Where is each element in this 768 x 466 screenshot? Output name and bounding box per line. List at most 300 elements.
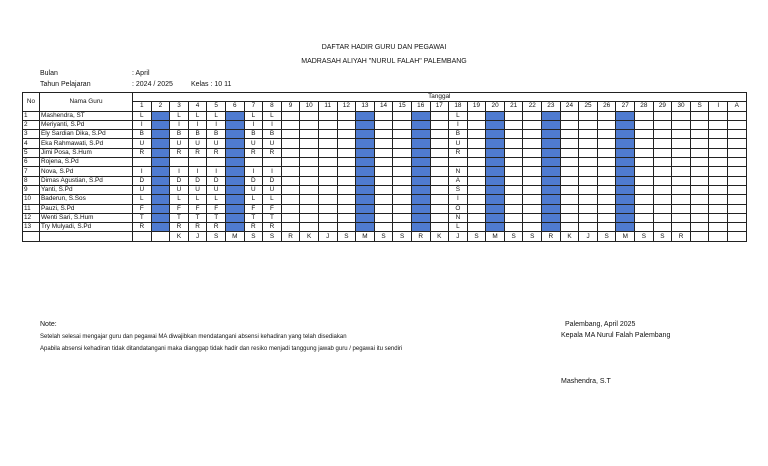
attendance-cell bbox=[337, 148, 356, 157]
attendance-cell bbox=[728, 148, 747, 157]
weekday-cell bbox=[133, 232, 152, 241]
holiday-cell bbox=[616, 167, 635, 176]
teacher-name: Dimas Agustian, S.Pd bbox=[40, 176, 133, 185]
weekday-cell: K bbox=[560, 232, 579, 241]
attendance-cell bbox=[597, 120, 616, 129]
attendance-cell: R bbox=[188, 148, 207, 157]
bulan-value: : April bbox=[132, 70, 150, 77]
attendance-cell bbox=[579, 213, 598, 222]
attendance-cell: R bbox=[449, 148, 468, 157]
attendance-cell bbox=[504, 223, 523, 232]
attendance-cell bbox=[690, 213, 709, 222]
attendance-cell: L bbox=[449, 223, 468, 232]
attendance-cell bbox=[597, 223, 616, 232]
attendance-cell bbox=[504, 213, 523, 222]
attendance-cell: I bbox=[207, 120, 226, 129]
holiday-cell bbox=[616, 204, 635, 213]
attendance-cell bbox=[374, 167, 393, 176]
attendance-cell bbox=[560, 204, 579, 213]
attendance-cell: I bbox=[188, 167, 207, 176]
attendance-cell: F bbox=[207, 204, 226, 213]
attendance-cell bbox=[318, 139, 337, 148]
attendance-cell bbox=[597, 176, 616, 185]
table-row bbox=[23, 139, 747, 148]
weekday-cell: S bbox=[597, 232, 616, 241]
attendance-cell bbox=[300, 167, 319, 176]
attendance-cell bbox=[504, 204, 523, 213]
holiday-cell bbox=[616, 213, 635, 222]
holiday-cell bbox=[411, 223, 430, 232]
attendance-cell: L bbox=[207, 195, 226, 204]
attendance-cell bbox=[504, 148, 523, 157]
weekday-cell: M bbox=[225, 232, 244, 241]
weekday-cell: M bbox=[356, 232, 375, 241]
attendance-cell bbox=[579, 204, 598, 213]
attendance-cell bbox=[672, 167, 691, 176]
attendance-cell: F bbox=[263, 204, 282, 213]
attendance-cell bbox=[728, 185, 747, 194]
attendance-cell bbox=[560, 130, 579, 139]
attendance-cell: N bbox=[449, 213, 468, 222]
holiday-cell bbox=[616, 130, 635, 139]
attendance-cell bbox=[300, 176, 319, 185]
attendance-cell bbox=[560, 167, 579, 176]
attendance-cell bbox=[504, 120, 523, 129]
attendance-cell: U bbox=[263, 139, 282, 148]
day-header: 13 bbox=[356, 102, 375, 111]
row-number: 13 bbox=[23, 223, 40, 232]
attendance-cell bbox=[523, 111, 542, 120]
holiday-cell bbox=[356, 204, 375, 213]
attendance-cell bbox=[300, 213, 319, 222]
attendance-cell bbox=[597, 195, 616, 204]
attendance-cell bbox=[560, 158, 579, 167]
attendance-cell: I bbox=[449, 195, 468, 204]
attendance-cell: F bbox=[244, 204, 263, 213]
attendance-cell bbox=[672, 120, 691, 129]
teacher-name: Yanti, S.Pd bbox=[40, 185, 133, 194]
attendance-cell bbox=[504, 195, 523, 204]
holiday-cell bbox=[616, 223, 635, 232]
table-row bbox=[23, 120, 747, 129]
attendance-cell bbox=[281, 130, 300, 139]
attendance-cell bbox=[635, 158, 654, 167]
attendance-cell: U bbox=[170, 139, 189, 148]
teacher-name: Ely Sardian Dika, S.Pd bbox=[40, 130, 133, 139]
attendance-cell bbox=[393, 158, 412, 167]
holiday-cell bbox=[356, 130, 375, 139]
day-header: I bbox=[709, 102, 728, 111]
attendance-cell bbox=[560, 176, 579, 185]
holiday-cell bbox=[411, 185, 430, 194]
attendance-cell bbox=[393, 223, 412, 232]
attendance-cell bbox=[300, 148, 319, 157]
attendance-cell bbox=[374, 111, 393, 120]
day-header: 5 bbox=[207, 102, 226, 111]
row-number: 10 bbox=[23, 195, 40, 204]
holiday-cell bbox=[356, 111, 375, 120]
holiday-cell bbox=[151, 111, 170, 120]
holiday-cell bbox=[225, 195, 244, 204]
attendance-cell: R bbox=[188, 223, 207, 232]
attendance-cell bbox=[635, 111, 654, 120]
attendance-cell: I bbox=[244, 120, 263, 129]
holiday-cell bbox=[151, 204, 170, 213]
holiday-cell bbox=[486, 204, 505, 213]
holiday-cell bbox=[542, 139, 561, 148]
attendance-cell bbox=[597, 185, 616, 194]
holiday-cell bbox=[151, 167, 170, 176]
table-cell bbox=[23, 232, 40, 241]
day-header: 18 bbox=[449, 102, 468, 111]
header-name: Nama Guru bbox=[40, 93, 133, 112]
holiday-cell bbox=[225, 213, 244, 222]
weekday-cell: R bbox=[281, 232, 300, 241]
day-header: 3 bbox=[170, 102, 189, 111]
attendance-cell bbox=[635, 167, 654, 176]
attendance-cell bbox=[690, 111, 709, 120]
attendance-cell bbox=[467, 111, 486, 120]
holiday-cell bbox=[225, 148, 244, 157]
weekday-cell: J bbox=[579, 232, 598, 241]
row-number: 9 bbox=[23, 185, 40, 194]
teacher-name: Rojena, S.Pd bbox=[40, 158, 133, 167]
attendance-cell bbox=[337, 130, 356, 139]
holiday-cell bbox=[486, 185, 505, 194]
holiday-cell bbox=[486, 148, 505, 157]
weekday-cell: S bbox=[263, 232, 282, 241]
attendance-cell: L bbox=[170, 111, 189, 120]
holiday-cell bbox=[411, 111, 430, 120]
attendance-cell bbox=[300, 204, 319, 213]
attendance-cell bbox=[467, 185, 486, 194]
day-header: 15 bbox=[393, 102, 412, 111]
attendance-cell bbox=[709, 130, 728, 139]
attendance-cell bbox=[635, 139, 654, 148]
attendance-cell bbox=[672, 130, 691, 139]
attendance-cell bbox=[560, 148, 579, 157]
attendance-cell: U bbox=[244, 185, 263, 194]
attendance-cell bbox=[337, 223, 356, 232]
day-header: S bbox=[690, 102, 709, 111]
attendance-cell bbox=[263, 158, 282, 167]
attendance-cell: N bbox=[449, 167, 468, 176]
attendance-cell bbox=[430, 148, 449, 157]
attendance-cell bbox=[579, 111, 598, 120]
holiday-cell bbox=[225, 167, 244, 176]
tahun-value: : 2024 / 2025 bbox=[132, 81, 173, 88]
attendance-cell bbox=[430, 195, 449, 204]
holiday-cell bbox=[486, 213, 505, 222]
holiday-cell bbox=[356, 158, 375, 167]
holiday-cell bbox=[356, 213, 375, 222]
table-row bbox=[23, 158, 747, 167]
attendance-cell bbox=[374, 176, 393, 185]
holiday-cell bbox=[151, 185, 170, 194]
attendance-cell bbox=[337, 176, 356, 185]
attendance-cell bbox=[597, 213, 616, 222]
attendance-cell: R bbox=[133, 223, 152, 232]
holiday-cell bbox=[616, 111, 635, 120]
attendance-cell bbox=[728, 158, 747, 167]
attendance-cell: B bbox=[244, 130, 263, 139]
holiday-cell bbox=[616, 185, 635, 194]
attendance-cell bbox=[430, 111, 449, 120]
attendance-cell bbox=[523, 148, 542, 157]
attendance-cell bbox=[672, 111, 691, 120]
attendance-cell bbox=[281, 148, 300, 157]
attendance-cell: D bbox=[133, 176, 152, 185]
attendance-cell bbox=[653, 223, 672, 232]
header-no: No bbox=[23, 93, 40, 112]
attendance-cell bbox=[690, 148, 709, 157]
attendance-cell bbox=[690, 185, 709, 194]
holiday-cell bbox=[356, 185, 375, 194]
attendance-cell: R bbox=[263, 148, 282, 157]
attendance-cell bbox=[560, 213, 579, 222]
weekday-cell: K bbox=[300, 232, 319, 241]
attendance-cell bbox=[393, 139, 412, 148]
attendance-cell bbox=[281, 185, 300, 194]
attendance-cell bbox=[523, 195, 542, 204]
attendance-cell bbox=[690, 158, 709, 167]
holiday-cell bbox=[411, 213, 430, 222]
day-header: 29 bbox=[653, 102, 672, 111]
holiday-cell bbox=[542, 111, 561, 120]
attendance-cell bbox=[672, 185, 691, 194]
attendance-cell bbox=[393, 195, 412, 204]
holiday-cell bbox=[151, 223, 170, 232]
attendance-cell bbox=[672, 176, 691, 185]
attendance-cell bbox=[653, 139, 672, 148]
attendance-cell bbox=[635, 213, 654, 222]
teacher-name: Mashendra, ST bbox=[40, 111, 133, 120]
attendance-cell bbox=[300, 139, 319, 148]
attendance-cell: R bbox=[170, 148, 189, 157]
day-header: 6 bbox=[225, 102, 244, 111]
weekday-cell: K bbox=[170, 232, 189, 241]
attendance-cell bbox=[560, 139, 579, 148]
attendance-cell bbox=[337, 213, 356, 222]
attendance-cell bbox=[318, 204, 337, 213]
attendance-cell bbox=[709, 148, 728, 157]
day-header: 8 bbox=[263, 102, 282, 111]
table-row bbox=[23, 195, 747, 204]
holiday-cell bbox=[411, 167, 430, 176]
holiday-cell bbox=[486, 167, 505, 176]
attendance-cell bbox=[579, 139, 598, 148]
attendance-cell bbox=[281, 120, 300, 129]
attendance-cell bbox=[672, 213, 691, 222]
attendance-cell bbox=[300, 158, 319, 167]
attendance-cell: D bbox=[263, 176, 282, 185]
holiday-cell bbox=[151, 148, 170, 157]
row-number: 6 bbox=[23, 158, 40, 167]
attendance-cell bbox=[504, 130, 523, 139]
weekday-cell: J bbox=[318, 232, 337, 241]
attendance-cell bbox=[579, 130, 598, 139]
attendance-cell bbox=[728, 204, 747, 213]
note-line-2: Apabila absensi kehadiran tidak ditandatangani maka dianggap tidak hadir dan resiko menjadi tanggung jawab guru / pegawai itu sendiri bbox=[40, 346, 403, 352]
attendance-cell bbox=[653, 185, 672, 194]
day-header: 25 bbox=[579, 102, 598, 111]
attendance-cell: T bbox=[170, 213, 189, 222]
attendance-cell bbox=[318, 167, 337, 176]
attendance-cell bbox=[244, 158, 263, 167]
attendance-cell: U bbox=[244, 139, 263, 148]
weekday-cell bbox=[151, 232, 170, 241]
attendance-cell: U bbox=[449, 139, 468, 148]
attendance-cell bbox=[560, 223, 579, 232]
attendance-cell bbox=[709, 158, 728, 167]
attendance-cell: U bbox=[133, 139, 152, 148]
attendance-cell: L bbox=[244, 195, 263, 204]
holiday-cell bbox=[486, 195, 505, 204]
attendance-cell bbox=[207, 158, 226, 167]
attendance-cell bbox=[430, 223, 449, 232]
attendance-cell: I bbox=[170, 120, 189, 129]
holiday-cell bbox=[411, 158, 430, 167]
holiday-cell bbox=[225, 204, 244, 213]
holiday-cell bbox=[486, 139, 505, 148]
day-header: 19 bbox=[467, 102, 486, 111]
attendance-cell bbox=[709, 185, 728, 194]
attendance-cell bbox=[579, 223, 598, 232]
attendance-cell bbox=[393, 130, 412, 139]
attendance-cell bbox=[560, 195, 579, 204]
kelas-value: Kelas : 10 11 bbox=[191, 81, 232, 88]
attendance-cell: I bbox=[449, 120, 468, 129]
day-header: 17 bbox=[430, 102, 449, 111]
holiday-cell bbox=[486, 111, 505, 120]
attendance-cell: D bbox=[244, 176, 263, 185]
holiday-cell bbox=[542, 176, 561, 185]
attendance-cell bbox=[597, 167, 616, 176]
attendance-cell bbox=[170, 158, 189, 167]
attendance-cell bbox=[560, 185, 579, 194]
weekday-cell: S bbox=[374, 232, 393, 241]
table-row bbox=[23, 148, 747, 157]
attendance-cell: U bbox=[188, 185, 207, 194]
attendance-cell bbox=[579, 120, 598, 129]
attendance-cell bbox=[690, 167, 709, 176]
attendance-cell bbox=[635, 195, 654, 204]
attendance-cell bbox=[318, 176, 337, 185]
attendance-cell bbox=[393, 176, 412, 185]
attendance-cell bbox=[318, 195, 337, 204]
attendance-cell: L bbox=[244, 111, 263, 120]
day-header: 24 bbox=[560, 102, 579, 111]
attendance-cell bbox=[690, 195, 709, 204]
attendance-cell bbox=[430, 204, 449, 213]
attendance-cell bbox=[523, 176, 542, 185]
attendance-cell: R bbox=[244, 148, 263, 157]
attendance-cell bbox=[504, 185, 523, 194]
attendance-cell bbox=[300, 120, 319, 129]
holiday-cell bbox=[225, 111, 244, 120]
attendance-cell: A bbox=[449, 176, 468, 185]
attendance-cell: L bbox=[188, 111, 207, 120]
holiday-cell bbox=[411, 176, 430, 185]
attendance-cell bbox=[523, 223, 542, 232]
attendance-cell bbox=[467, 223, 486, 232]
attendance-cell bbox=[430, 185, 449, 194]
attendance-cell bbox=[504, 176, 523, 185]
day-header: 23 bbox=[542, 102, 561, 111]
attendance-cell: L bbox=[449, 111, 468, 120]
table-row bbox=[23, 130, 747, 139]
attendance-cell bbox=[318, 223, 337, 232]
attendance-cell: R bbox=[170, 223, 189, 232]
holiday-cell bbox=[225, 120, 244, 129]
attendance-cell bbox=[709, 167, 728, 176]
holiday-cell bbox=[486, 223, 505, 232]
holiday-cell bbox=[616, 195, 635, 204]
holiday-cell bbox=[225, 130, 244, 139]
day-header: 9 bbox=[281, 102, 300, 111]
attendance-cell bbox=[318, 213, 337, 222]
tahun-label: Tahun Pelajaran bbox=[40, 81, 91, 88]
attendance-cell bbox=[709, 120, 728, 129]
attendance-cell: T bbox=[263, 213, 282, 222]
attendance-cell bbox=[504, 158, 523, 167]
attendance-cell bbox=[393, 167, 412, 176]
row-number: 7 bbox=[23, 167, 40, 176]
holiday-cell bbox=[616, 148, 635, 157]
weekday-cell: S bbox=[523, 232, 542, 241]
attendance-cell bbox=[318, 185, 337, 194]
holiday-cell bbox=[225, 139, 244, 148]
attendance-cell bbox=[579, 167, 598, 176]
holiday-cell bbox=[151, 213, 170, 222]
attendance-cell bbox=[449, 158, 468, 167]
attendance-cell: B bbox=[170, 130, 189, 139]
day-header: 27 bbox=[616, 102, 635, 111]
attendance-cell: L bbox=[133, 195, 152, 204]
holiday-cell bbox=[486, 176, 505, 185]
attendance-cell bbox=[393, 204, 412, 213]
attendance-cell bbox=[374, 139, 393, 148]
attendance-cell bbox=[430, 130, 449, 139]
attendance-cell bbox=[709, 223, 728, 232]
attendance-cell bbox=[709, 213, 728, 222]
weekday-cell: S bbox=[653, 232, 672, 241]
holiday-cell bbox=[225, 176, 244, 185]
attendance-cell: B bbox=[133, 130, 152, 139]
attendance-cell bbox=[672, 195, 691, 204]
attendance-cell bbox=[374, 185, 393, 194]
attendance-cell: R bbox=[244, 223, 263, 232]
day-header: 4 bbox=[188, 102, 207, 111]
holiday-cell bbox=[356, 223, 375, 232]
note-label: Note: bbox=[40, 321, 57, 328]
attendance-cell bbox=[318, 120, 337, 129]
holiday-cell bbox=[542, 195, 561, 204]
attendance-cell bbox=[653, 158, 672, 167]
holiday-cell bbox=[542, 158, 561, 167]
attendance-cell bbox=[523, 130, 542, 139]
attendance-cell bbox=[430, 120, 449, 129]
attendance-cell bbox=[430, 213, 449, 222]
attendance-cell bbox=[467, 130, 486, 139]
attendance-cell bbox=[300, 223, 319, 232]
table-row bbox=[23, 176, 747, 185]
attendance-cell bbox=[281, 223, 300, 232]
weekday-cell: S bbox=[207, 232, 226, 241]
attendance-cell bbox=[597, 111, 616, 120]
teacher-name: Wenti Sari, S.Hum bbox=[40, 213, 133, 222]
attendance-cell bbox=[653, 213, 672, 222]
